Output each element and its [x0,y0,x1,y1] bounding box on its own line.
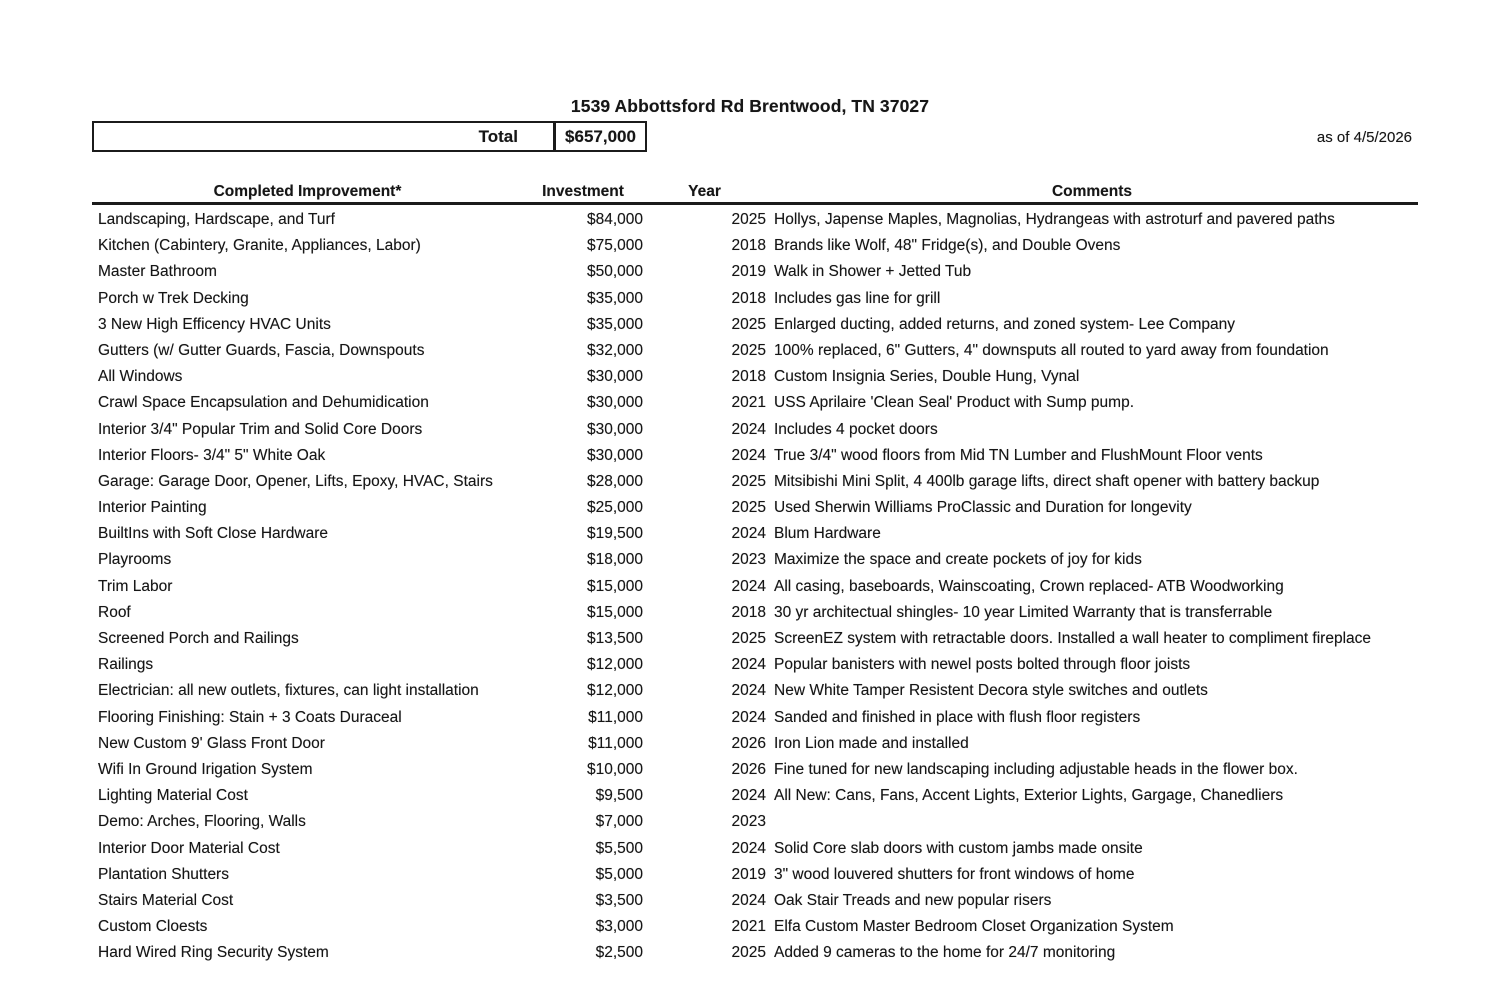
cell-improvement: New Custom 9' Glass Front Door [98,734,325,752]
cell-improvement: Garage: Garage Door, Opener, Lifts, Epoxy, HVAC, Stairs [98,472,493,490]
cell-year: 2024 [731,787,766,805]
cell-improvement: 3 New High Efficency HVAC Units [98,315,331,333]
cell-improvement: Master Bathroom [98,263,217,281]
cell-year: 2023 [731,551,766,569]
cell-year: 2018 [731,603,766,621]
column-header-investment: Investment [542,183,624,200]
table-row [92,521,1418,547]
table-row [92,547,1418,573]
cell-improvement: Demo: Arches, Flooring, Walls [98,813,306,831]
total-box [92,121,647,152]
cell-comment: Oak Stair Treads and new popular risers [774,891,1052,909]
table-row [92,417,1418,443]
cell-comment: Brands like Wolf, 48" Fridge(s), and Double Ovens [774,237,1121,255]
cell-improvement: Plantation Shutters [98,865,229,883]
cell-improvement: Gutters (w/ Gutter Guards, Fascia, Downspouts [98,341,425,359]
cell-investment: $30,000 [586,368,643,386]
cell-improvement: Interior Door Material Cost [98,839,280,857]
cell-comment: Hollys, Japense Maples, Magnolias, Hydrangeas with astroturf and pavered paths [774,211,1335,228]
cell-comment: Fine tuned for new landscaping including adjustable heads in the flower box. [774,760,1298,778]
cell-year: 2025 [731,499,766,517]
cell-improvement: Custom Cloests [98,918,208,936]
cell-year: 2021 [731,394,766,412]
total-label: Total [478,126,518,146]
cell-year: 2025 [731,944,766,962]
cell-comment: 100% replaced, 6" Gutters, 4" downsputs all routed to yard away from foundation [774,341,1329,359]
table-row [92,626,1418,652]
cell-comment: Added 9 cameras to the home for 24/7 monitoring [774,944,1116,962]
cell-year: 2025 [731,211,766,228]
cell-investment: $35,000 [586,315,643,333]
total-value: $657,000 [565,126,636,146]
cell-year: 2018 [731,289,766,307]
cell-year: 2025 [731,315,766,333]
cell-improvement: All Windows [98,368,183,386]
cell-comment: 3" wood louvered shutters for front windows of home [774,865,1135,883]
cell-investment: $7,000 [595,813,643,831]
cell-comment: Maximize the space and create pockets of joy for kids [774,551,1142,569]
cell-improvement: Flooring Finishing: Stain + 3 Coats Duraceal [98,708,402,726]
cell-comment: Popular banisters with newel posts bolted through floor joists [774,656,1191,674]
table-row [92,678,1418,704]
column-header-improvement: Completed Improvement* [213,183,402,200]
cell-year: 2026 [731,760,766,778]
table-row [92,862,1418,888]
cell-year: 2024 [731,839,766,857]
table-row [92,364,1418,390]
cell-investment: $15,000 [586,603,643,621]
table-row [92,574,1418,600]
table-row [92,783,1418,809]
cell-comment: USS Aprilaire 'Clean Seal' Product with Sump pump. [774,394,1135,412]
cell-comment: All casing, baseboards, Wainscoating, Crown replaced- ATB Woodworking [774,577,1284,595]
cell-investment: $12,000 [586,682,643,700]
cell-investment: $75,000 [586,237,643,255]
cell-improvement: Stairs Material Cost [98,891,234,909]
cell-comment: Sanded and finished in place with flush floor registers [774,708,1141,726]
table-row [92,207,1418,233]
cell-investment: $13,500 [586,630,643,647]
cell-investment: $11,000 [588,734,643,752]
cell-comment: 30 yr architectual shingles- 10 year Limited Warranty that is transferrable [774,603,1273,621]
column-header-year: Year [688,183,721,200]
cell-improvement: Kitchen (Cabintery, Granite, Appliances, Labor) [98,237,421,255]
table-row [92,259,1418,285]
cell-improvement: Wifi In Ground Irigation System [98,760,313,778]
table-body [92,207,1418,966]
cell-investment: $32,000 [586,341,643,359]
cell-year: 2024 [731,420,766,438]
cell-investment: $35,000 [586,289,643,307]
cell-investment: $30,000 [586,394,643,412]
table-row [92,443,1418,469]
table-row [92,705,1418,731]
cell-year: 2025 [731,341,766,359]
cell-investment: $12,000 [586,656,643,674]
table-row [92,888,1418,914]
cell-year: 2018 [731,368,766,386]
cell-investment: $11,000 [588,708,643,726]
cell-investment: $10,000 [586,760,643,778]
cell-comment: ScreenEZ system with retractable doors. Installed a wall heater to compliment fireplace [774,630,1372,647]
cell-investment: $3,000 [595,918,643,936]
cell-comment: Iron Lion made and installed [774,734,969,752]
cell-investment: $30,000 [586,420,643,438]
cell-investment: $50,000 [586,263,643,281]
cell-comment: New White Tamper Resistent Decora style switches and outlets [774,682,1208,700]
as-of-date: as of 4/5/2026 [1316,129,1412,146]
cell-year: 2021 [731,918,766,936]
table-row [92,836,1418,862]
table-row [92,338,1418,364]
page-title: 1539 Abbottsford Rd Brentwood, TN 37027 [570,96,930,116]
table-row [92,652,1418,678]
cell-improvement: Railings [98,656,154,674]
cell-year: 2026 [731,734,766,752]
cell-improvement: Roof [98,603,131,621]
total-value-box [554,123,645,150]
cell-investment: $9,500 [595,787,643,805]
cell-year: 2024 [731,682,766,700]
cell-comment: Custom Insignia Series, Double Hung, Vynal [774,368,1080,386]
cell-comment: Elfa Custom Master Bedroom Closet Organization System [774,918,1174,936]
table-row [92,233,1418,259]
cell-improvement: Screened Porch and Railings [98,630,299,647]
table-row [92,312,1418,338]
cell-investment: $2,500 [595,944,643,962]
cell-year: 2024 [731,577,766,595]
cell-comment: Used Sherwin Williams ProClassic and Duration for longevity [774,499,1192,517]
cell-improvement: Lighting Material Cost [98,787,248,805]
cell-improvement: Hard Wired Ring Security System [98,944,329,962]
cell-comment: Solid Core slab doors with custom jambs made onsite [774,839,1143,857]
cell-comment: Blum Hardware [774,525,881,543]
table-row [92,809,1418,835]
table-row [92,600,1418,626]
table-row [92,390,1418,416]
cell-comment: Mitsibishi Mini Split, 4 400lb garage lifts, direct shaft opener with battery backup [774,472,1320,490]
header-divider [92,202,1418,205]
cell-comment: Walk in Shower + Jetted Tub [774,263,972,281]
cell-comment: Includes 4 pocket doors [774,420,938,438]
cell-improvement: Interior 3/4" Popular Trim and Solid Core Doors [98,420,423,438]
cell-comment: Includes gas line for grill [774,289,941,307]
cell-improvement: Landscaping, Hardscape, and Turf [98,211,335,228]
cell-year: 2023 [731,813,766,831]
table-row [92,469,1418,495]
cell-comment: True 3/4" wood floors from Mid TN Lumber and FlushMount Floor vents [774,446,1263,464]
cell-year: 2024 [731,708,766,726]
cell-investment: $25,000 [586,499,643,517]
cell-year: 2019 [731,263,766,281]
cell-year: 2024 [731,446,766,464]
table-row [92,731,1418,757]
table-row [92,286,1418,312]
cell-investment: $5,500 [595,839,643,857]
cell-comment: All New: Cans, Fans, Accent Lights, Exterior Lights, Gargage, Chanedliers [774,787,1284,805]
column-header-comments: Comments [1051,183,1133,200]
cell-investment: $28,000 [586,472,643,490]
cell-year: 2024 [731,525,766,543]
cell-comment: Enlarged ducting, added returns, and zoned system- Lee Company [774,315,1235,333]
cell-investment: $3,500 [595,891,643,909]
cell-investment: $19,500 [586,525,643,543]
table-header [92,180,1418,203]
table-row [92,495,1418,521]
table-row [92,757,1418,783]
cell-improvement: Interior Painting [98,499,207,517]
cell-investment: $84,000 [586,211,643,228]
cell-improvement: Playrooms [98,551,172,569]
cell-investment: $30,000 [586,446,643,464]
cell-improvement: Interior Floors- 3/4" 5" White Oak [98,446,326,464]
cell-improvement: Crawl Space Encapsulation and Dehumidication [98,394,429,412]
cell-improvement: BuiltIns with Soft Close Hardware [98,525,329,543]
cell-investment: $15,000 [586,577,643,595]
cell-year: 2025 [731,472,766,490]
cell-year: 2024 [731,656,766,674]
cell-investment: $18,000 [586,551,643,569]
cell-improvement: Trim Labor [98,577,173,595]
cell-improvement: Electrician: all new outlets, fixtures, can light installation [98,682,479,700]
cell-year: 2018 [731,237,766,255]
table-row [92,914,1418,940]
cell-comment [766,809,1418,835]
table-row [92,940,1418,966]
cell-year: 2024 [731,891,766,909]
cell-improvement: Porch w Trek Decking [98,289,249,307]
cell-investment: $5,000 [595,865,643,883]
cell-year: 2025 [731,630,766,647]
cell-year: 2019 [731,865,766,883]
